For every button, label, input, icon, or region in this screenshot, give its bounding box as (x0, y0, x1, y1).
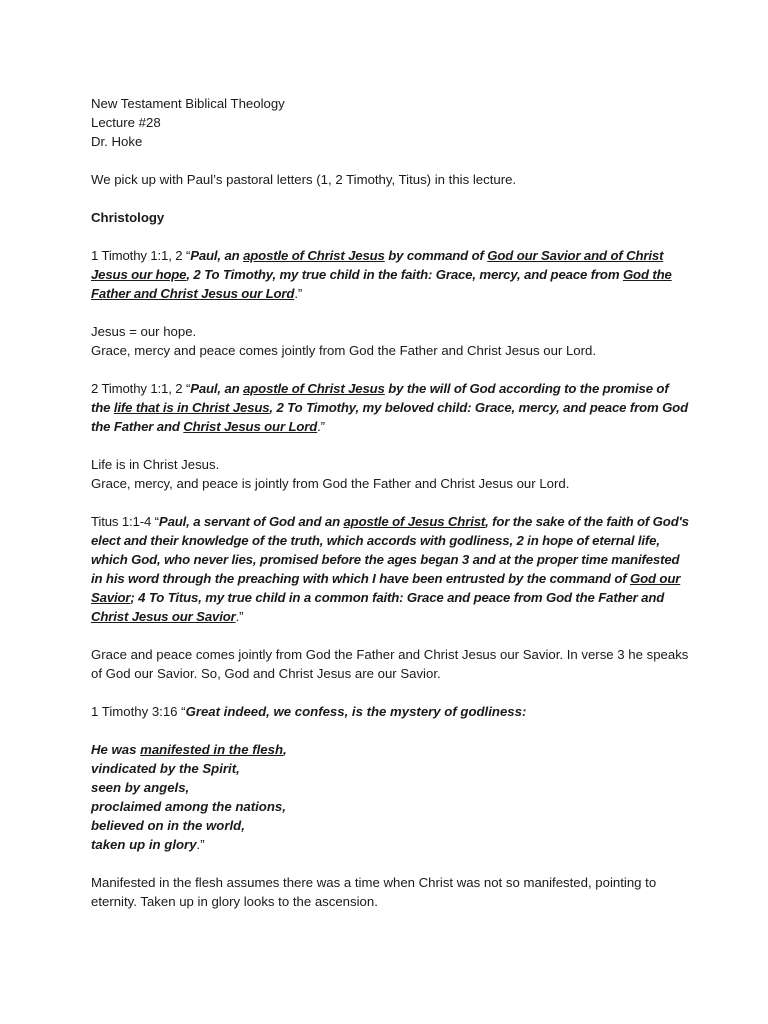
scripture-text: , 2 To Timothy, my beloved child: Grace, mercy, and peace from God the Father and (91, 400, 688, 434)
course-title: New Testament Biblical Theology (91, 96, 285, 111)
document-header (91, 94, 691, 151)
scripture-1tim-1-1 (91, 246, 691, 303)
scripture-emphasis: God our Savior and of Christ Jesus our hope (91, 248, 664, 282)
scripture-2tim-1-1 (91, 379, 691, 436)
note-line: Grace, mercy and peace comes jointly from God the Father and Christ Jesus our Lord. (91, 343, 597, 358)
hymn-emphasis: manifested in the flesh (140, 742, 284, 757)
note-3: Grace and peace comes jointly from God the Father and Christ Jesus our Savior. In verse 3 he speaks of God our Savior. So, God and Christ Jesus are our Savior. (91, 647, 689, 681)
hymn-line: proclaimed among the nations, (91, 799, 286, 814)
scripture-text: Paul, an (190, 381, 244, 396)
scripture-emphasis: Christ Jesus our Savior (91, 609, 236, 624)
scripture-text: , for the sake of the faith of God's elect and their knowledge of the truth, which accords with godliness, 2 in hope of eternal life, which God, who never lies, promised before the ages began 3 and at the proper time manifested in his word through the preaching with which I have been entrusted by the command of (91, 514, 689, 586)
hymn-text: taken up in (91, 837, 165, 852)
hymn-line: vindicated by the Spirit, (91, 761, 240, 776)
scripture-text: Paul, a servant of God and an (158, 514, 344, 529)
section-heading: Christology (91, 210, 165, 225)
hymn-line: believed on in the world, (91, 818, 245, 833)
note-1 (91, 322, 691, 360)
scripture-emphasis: apostle of Christ Jesus (243, 381, 385, 396)
note-2 (91, 455, 691, 493)
scripture-text: ; 4 To Titus, my true child in a common faith: Grace and peace from God the Father and (130, 590, 665, 605)
note-line: Jesus = our hope. (91, 324, 197, 339)
scripture-text: by the will of God according to the promise of the (91, 381, 669, 415)
scripture-ref: 1 Timothy 1:1, 2 “ (91, 248, 191, 263)
scripture-emphasis: Christ Jesus our Lord (183, 419, 318, 434)
scripture-emphasis: life that is in Christ Jesus (113, 400, 270, 415)
intro-paragraph: We pick up with Paul’s pastoral letters (1, 2 Timothy, Titus) in this lecture. (91, 172, 517, 187)
scripture-ref: 1 Timothy 3:16 “ (91, 704, 186, 719)
scripture-emphasis: God our Savior (91, 571, 681, 605)
hymn-text: , (283, 742, 287, 757)
scripture-emphasis: God the Father and Christ Jesus our Lord (91, 267, 672, 301)
hymn-line: seen by angels, (91, 780, 190, 795)
lecture-number: Lecture #28 (91, 115, 161, 130)
hymn-line (91, 835, 691, 854)
scripture-emphasis: apostle of Christ Jesus (243, 248, 385, 263)
note-line: Life is in Christ Jesus. (91, 457, 220, 472)
note-4: Manifested in the flesh assumes there was a time when Christ was not so manifested, pointing to eternity. Taken up in glory looks to the ascension. (91, 875, 657, 909)
scripture-end: .” (294, 286, 303, 301)
scripture-text: by command of (384, 248, 488, 263)
scripture-text: , 2 To Timothy, my true child in the faith: Grace, mercy, and peace from (186, 267, 623, 282)
hymn-line (91, 740, 691, 759)
scripture-emphasis: apostle of Jesus Christ (343, 514, 486, 529)
hymn-text: glory (164, 837, 197, 852)
scripture-text: Paul, an (190, 248, 244, 263)
scripture-1tim-3-16 (91, 702, 691, 721)
note-line: Grace, mercy, and peace is jointly from God the Father and Christ Jesus our Lord. (91, 476, 570, 491)
scripture-titus-1-1 (91, 512, 691, 626)
scripture-text: Great indeed, we confess, is the mystery of godliness: (185, 704, 527, 719)
scripture-end: .” (317, 419, 325, 434)
hymn (91, 740, 691, 854)
scripture-ref: 2 Timothy 1:1, 2 “ (91, 381, 191, 396)
document-page (91, 94, 691, 930)
instructor-name: Dr. Hoke (91, 134, 143, 149)
scripture-ref: Titus 1:1-4 “ (91, 514, 159, 529)
hymn-text: He was (91, 742, 141, 757)
hymn-end: .” (196, 837, 205, 852)
scripture-end: .” (235, 609, 244, 624)
